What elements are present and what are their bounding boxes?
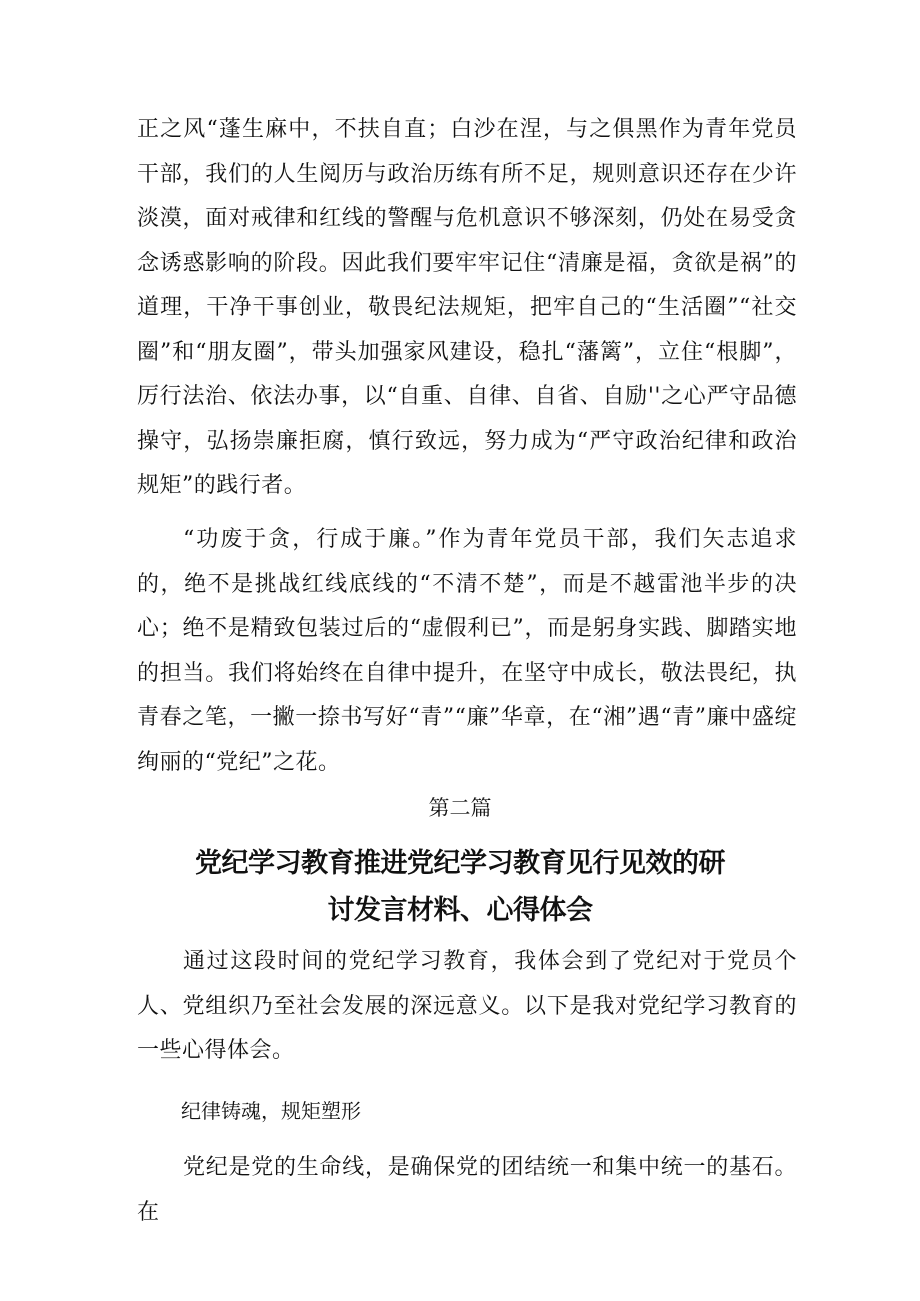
title-line-1: 党纪学习教育推进党纪学习教育见行见效的研 xyxy=(195,848,725,879)
subheading: 纪律铸魂，规矩塑形 xyxy=(181,1099,361,1123)
section-label: 第二篇 xyxy=(428,796,492,820)
body-paragraph-4: 党纪是党的生命线，是确保党的团结统一和集中统一的基石。在 xyxy=(137,1155,797,1225)
body-paragraph-3: 通过这段时间的党纪学习教育，我体会到了党纪对于党员个人、党组织乃至社会发展的深远意义。以下是我对党纪学习教育的一些心得体会。 xyxy=(137,949,797,1063)
title-line-2: 讨发言材料、心得体会 xyxy=(327,895,593,926)
body-paragraph-2: “功废于贪，行成于廉。”作为青年党员干部，我们矢志追求的，绝不是挑战红线底线的“不清不楚”，而是不越雷池半步的决心；绝不是精致包装过后的“虚假利已”，而是躬身实践、脚踏实地的担当。我们将始终在自律中提升，在坚守中成长，敬法畏纪，执青春之笔，一撇一捺书写好“青”“廉”华章，在“湘”遇“青”廉中盛绽绚丽的“党纪”之花。 xyxy=(137,527,797,775)
article-title xyxy=(150,840,770,934)
body-paragraph-1: 正之风“蓬生麻中，不扶自直；白沙在涅，与之俱黑作为青年党员干部，我们的人生阅历与政治历练有所不足，规则意识还存在少许淡漠，面对戒律和红线的警醒与危机意识不够深刻，仍处在易受贪念诱惑影响的阶段。因此我们要牢牢记住“清廉是福，贪欲是祸”的道理，干净干事创业，敬畏纪法规矩，把牢自己的“生活圈”“社交圈”和“朋友圈”，带头加强家风建设，稳扎“藩篱”，立住“根脚”，厉行法治、依法办事，以“自重、自律、自省、自励''之心严守品德操守，弘扬崇廉拒腐，慎行致远，努力成为“严守政治纪律和政治规矩”的践行者。 xyxy=(137,117,797,498)
